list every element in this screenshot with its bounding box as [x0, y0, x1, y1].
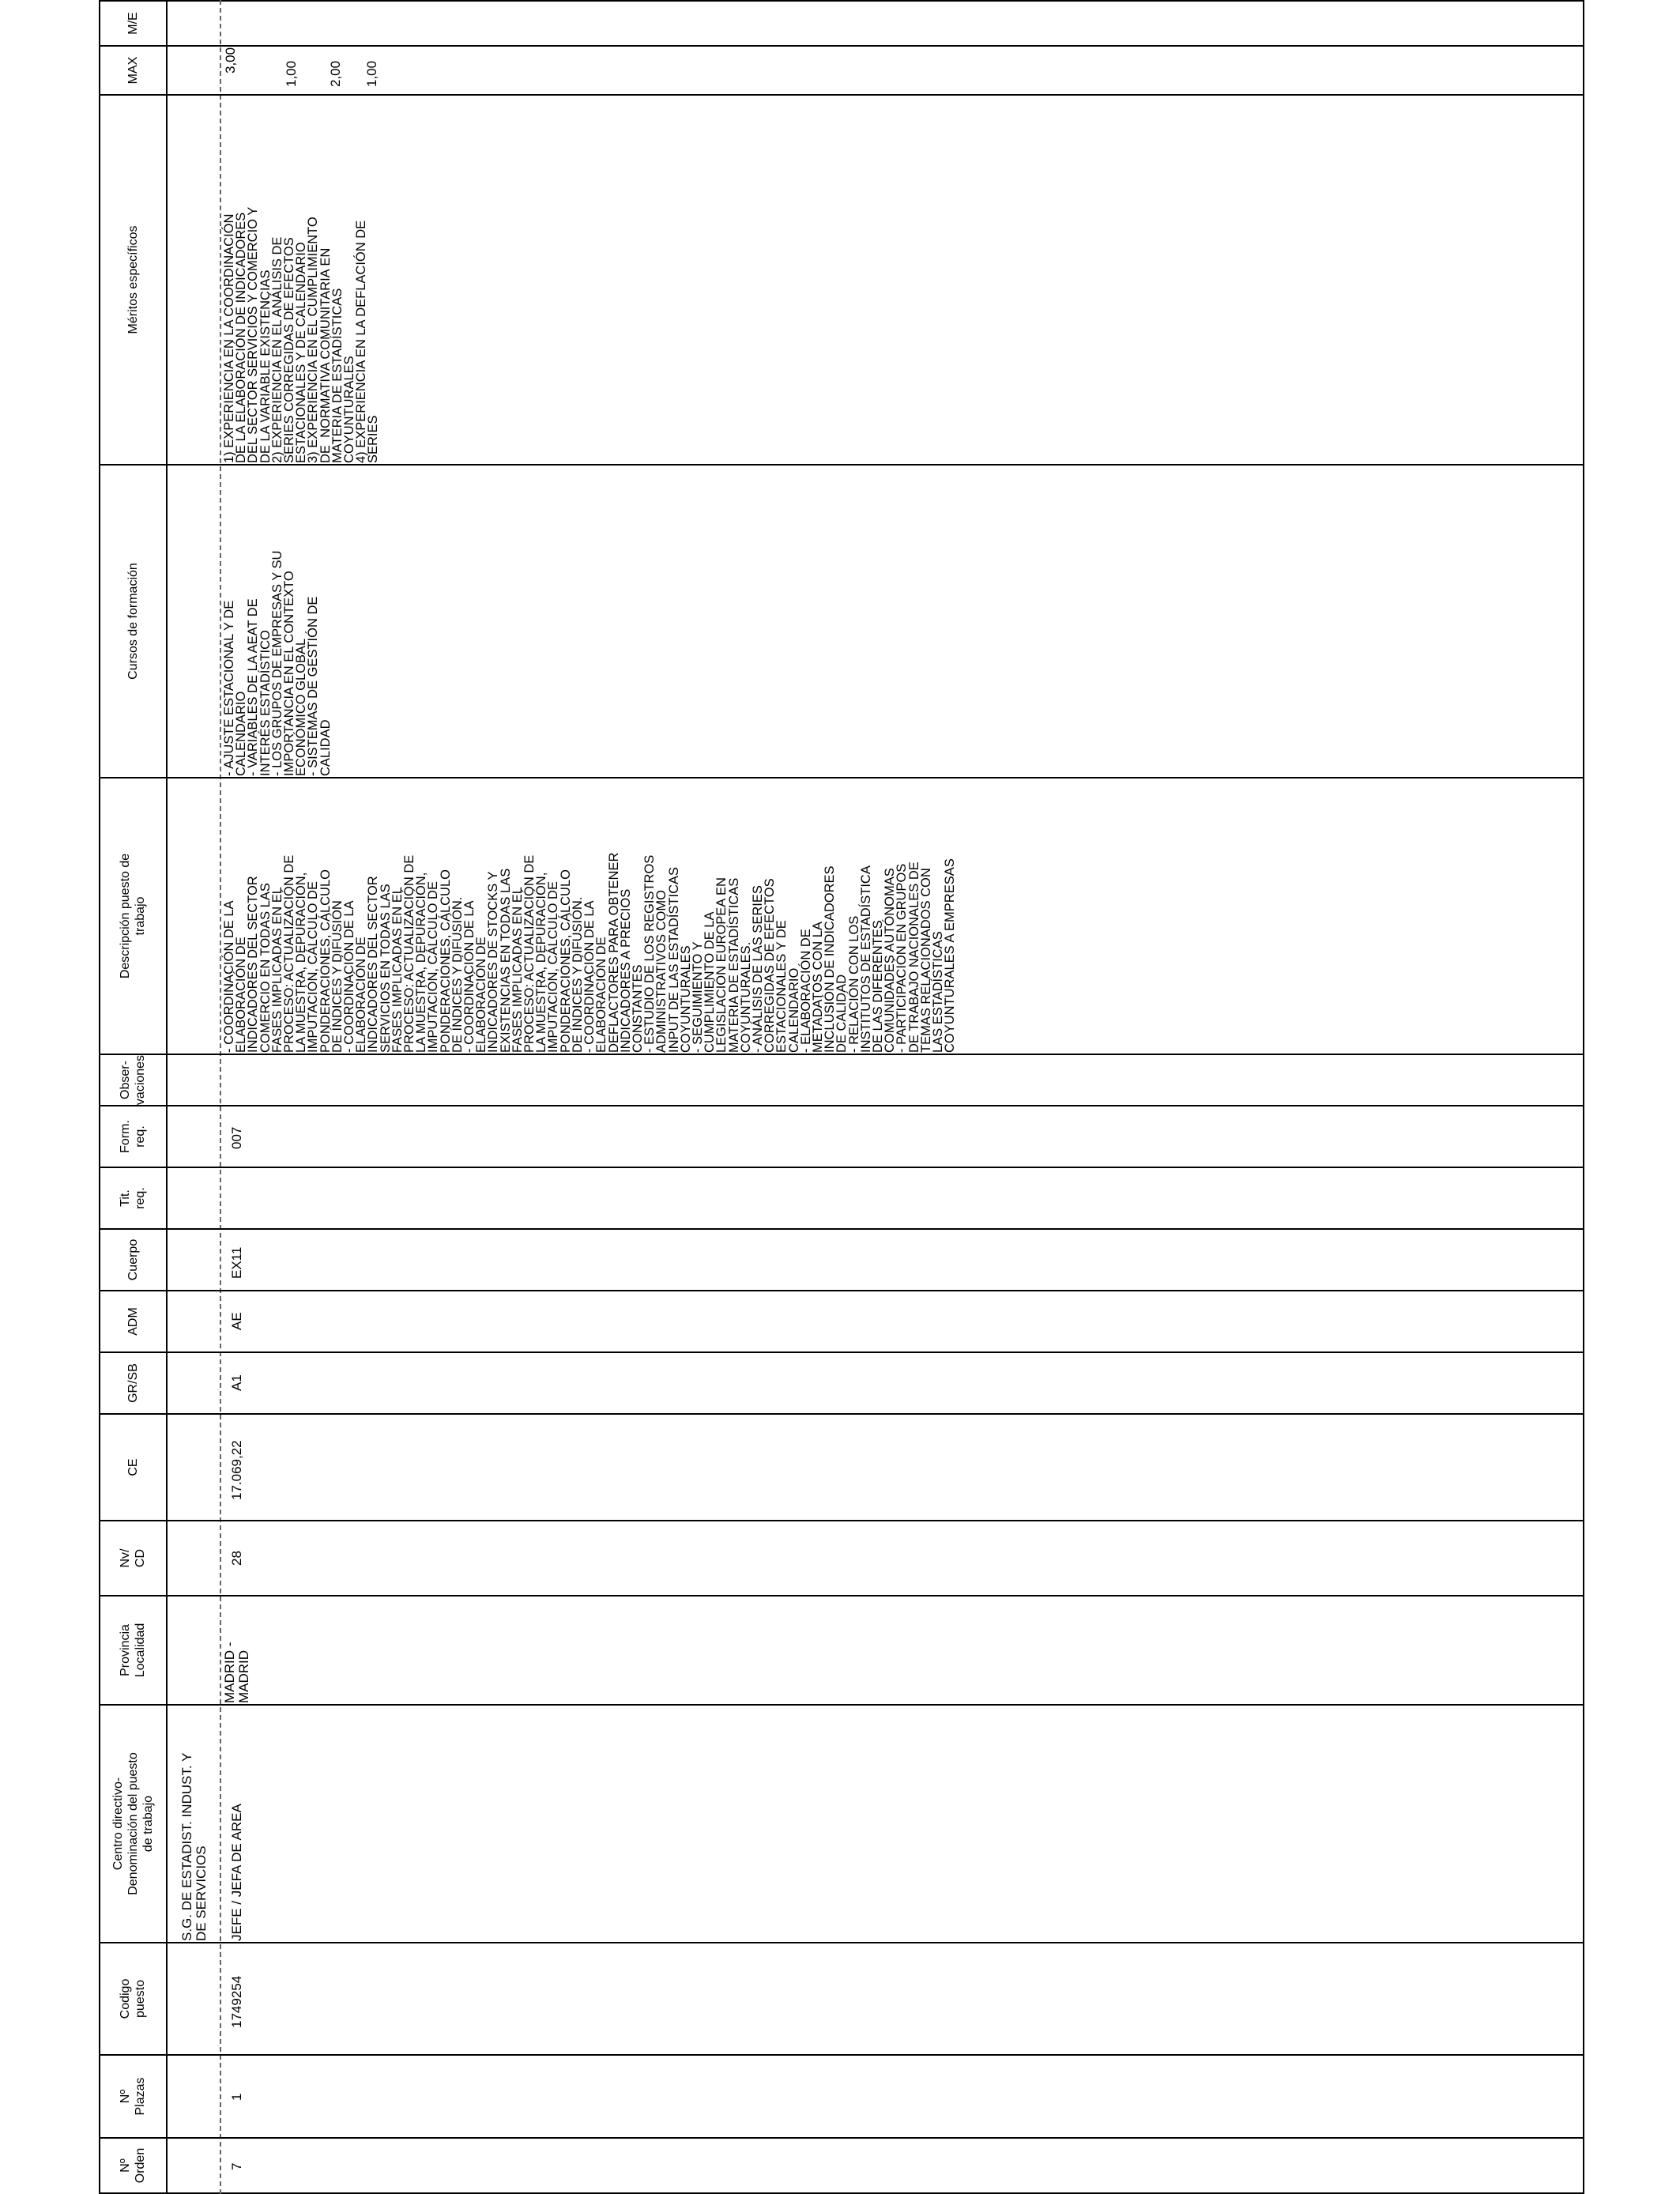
header-nivel: Nv/ CD: [119, 1548, 147, 1568]
unit-name: S.G. DE ESTADIST. INDUST. Y DE SERVICIOS: [179, 1752, 209, 1941]
column-divider: [99, 1704, 1584, 1706]
column-divider: [99, 777, 1584, 778]
cell-max-2: 1,00: [284, 60, 299, 87]
header-plazas: Nº Plazas: [119, 2077, 147, 2116]
cell-provincia: MADRID - MADRID: [222, 1642, 251, 1703]
rotated-table: [99, 0, 1584, 2194]
column-divider: [99, 2054, 1584, 2056]
cell-descripcion: - COORDINACIÓN DE LA ELABORACIÓN DE INDICADORES DEL SECTOR COMERCIO EN TODAS LAS FASES IMPLICADAS EN EL PROCESO: ACTUALIZACIÓN DE LA MUESTRA, DEPURACIÓN, IMPUTACIÓN, CÁLCULO DE PONDERACIONES, CÁLCULO DE ÍNDICES Y DIFUSIÓN - COORDINACIÓN DE LA ELABORACIÓN DE INDICADORES DEL SECTOR SERVICIOS EN TODAS LAS FASES IMPLICADAS EN EL PROCESO: ACTUALIZACIÓN DE LA MUESTRA, DEPURACIÓN, IMPUTACIÓN, CÁLCULO DE PONDERACIONES, CÁLCULO DE ÍNDICES Y DIFUSIÓN. - COORDINACIÓN DE LA ELABORACIÓN DE INDICADORES DE STOCKS Y EXISTENCIAS EN TODAS LAS FASES IMPLICADAS EN EL PROCESO: ACTUALIZACIÓN DE LA MUESTRA, DEPURACIÓN, IMPUTACIÓN, CÁLCULO DE PONDERACIONES, CÁLCULO DE ÍNDICES Y DIFUSIÓN. - COORDINACIÓN DE LA ELABORACIÓN DE DEFLACTORES PARA OBTENER INDICADORES A PRECIOS CONSTANTES - ESTUDIO DE LOS REGISTROS ADMINISTRATIVOS COMO INPUT DE LAS ESTADÍSTICAS COYUNTURALES - SEGUIMIENTO Y CUMPLIMIENTO DE LA LEGISLACIÓN EUROPEA EN MATERIA DE ESTADÍSTICAS COYUNTURALES. - ANÁLISIS DE LAS SERIES CORREGIDAS DE EFECTOS ESTACIONALES Y DE CALENDARIO - ELABORACIÓN DE METADATOS CON LA INCLUSIÓN DE INDICADORES DE CALIDAD - RELACIÓN CON LOS INSTITUTOS DE ESTADÍSTICA DE LAS DIFERENTES COMUNIDADES AUTÓNOMAS - PARTICIPACIÓN EN GRUPOS DE TRABAJO NACIONALES DE TEMAS RELACIONADOS CON LAS ESTADÍSTICAS COYUNTURALES A EMPRESAS: [222, 852, 958, 1053]
header-formacion: Form. req.: [119, 1120, 147, 1153]
header-cuerpo: Cuerpo: [126, 1238, 140, 1281]
header-ce: CE: [126, 1458, 140, 1476]
column-divider: [99, 1228, 1584, 1230]
column-divider: [99, 1595, 1584, 1596]
column-divider: [99, 1105, 1584, 1106]
column-divider: [99, 1290, 1584, 1291]
cell-orden: 7: [229, 2162, 244, 2170]
header-titulacion: Tit. req.: [119, 1187, 147, 1209]
column-divider: [99, 464, 1584, 466]
cell-meritos: 1) EXPERIENCIA EN LA COORDINACIÓN DE LA ELABORACIÓN DE INDICADORES DEL SECTOR SERVICIOS Y COMERCIO Y DE LA VARIABLE EXISTENCIAS 2) EXPERIENCIA EN EL ANÁLISIS DE SERIES CORREGIDAS DE EFECTOS ESTACIONALES Y DE CALENDARIO 3) EXPERIENCIA EN EL CUMPLIMIENTO DE NORMATIVA COMUNITARIA EN MATERIA DE ESTADÍSTICAS COYUNTURALES 4) EXPERIENCIA EN LA DEFLACIÓN DE SERIES: [222, 206, 381, 463]
header-descripcion: Descripción puesto de trabajo: [119, 853, 147, 979]
header-separator: [166, 0, 168, 2194]
cell-denominacion: JEFE / JEFA DE AREA: [229, 1804, 244, 1941]
cell-codigo: 1749254: [229, 1975, 244, 2028]
cell-plazas: 1: [229, 2093, 244, 2101]
column-divider: [99, 1054, 1584, 1055]
table-border-right: [99, 0, 1584, 2]
table-border-bottom: [1583, 0, 1584, 2194]
header-centro: Centro directivo- Denominación del puesto de trabajo: [111, 1752, 155, 1895]
header-grupo: GR/SB: [126, 1363, 140, 1403]
cell-adm: AE: [229, 1312, 244, 1330]
cell-max-1: 3,00: [223, 47, 238, 74]
cell-cursos: - AJUSTE ESTACIONAL Y DE CALENDARIO - VARIABLES DE LA AEAT DE INTERÉS ESTADÍSTICO - LOS GRUPOS DE EMPRESAS Y SU IMPORTANCIA EN EL CONTEXTO ECONÓMICO GLOBAL - SISTEMAS DE GESTIÓN DE CALIDAD: [222, 550, 333, 776]
header-meritos: Méritos específicos: [126, 225, 140, 334]
header-codigo: Codigo puesto: [119, 1978, 147, 2019]
header-adm: ADM: [126, 1307, 140, 1336]
cell-grupo: A1: [229, 1374, 244, 1391]
column-divider: [99, 1520, 1584, 1521]
header-me: M/E: [126, 12, 140, 35]
cell-cuerpo: EX11: [229, 1246, 244, 1279]
header-observaciones: Obser- vaciones: [119, 1054, 147, 1106]
cell-ce: 17.069,22: [229, 1440, 244, 1500]
cell-formacion: 007: [229, 1126, 244, 1149]
column-divider: [99, 1942, 1584, 1943]
header-cursos: Cursos de formación: [126, 563, 140, 680]
column-divider: [99, 94, 1584, 96]
column-divider: [99, 1413, 1584, 1415]
header-orden: Nº Orden: [119, 2147, 147, 2184]
column-divider: [99, 1167, 1584, 1168]
header-max: MAX: [126, 56, 140, 85]
unit-row-separator: [220, 0, 221, 2194]
cell-nivel: 28: [229, 1551, 244, 1566]
column-divider: [99, 45, 1584, 47]
cell-max-3: 2,00: [328, 60, 343, 87]
column-divider: [99, 1351, 1584, 1353]
cell-max-4: 1,00: [364, 60, 379, 87]
column-divider: [99, 2137, 1584, 2139]
header-provincia: Provincia Localidad: [119, 1623, 147, 1678]
